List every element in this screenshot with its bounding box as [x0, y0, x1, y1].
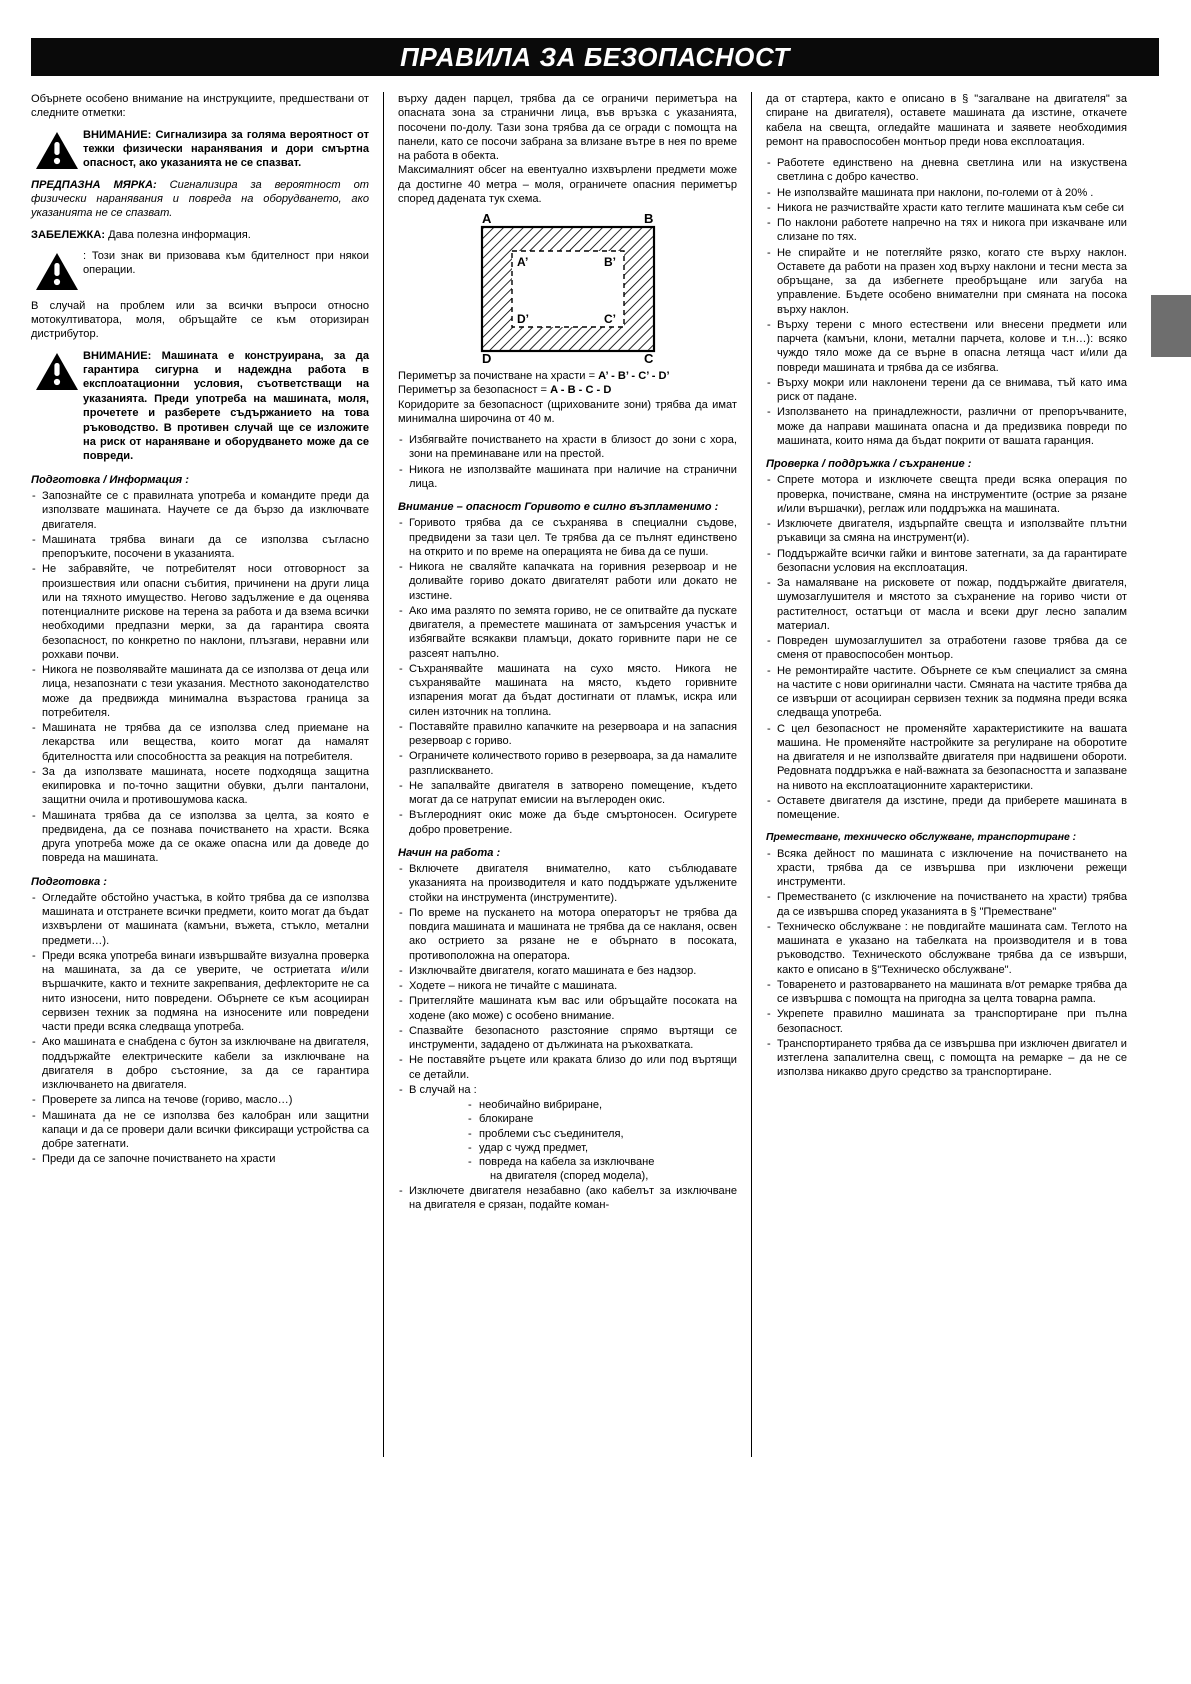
list-item: - проблеми със съединителя, — [468, 1127, 737, 1141]
note-paragraph — [31, 228, 369, 242]
warning-construction-text: ВНИМАНИЕ: Машината е конструирана, за да гарантира сигурна и надеждна работа в експлоатационни условия, съответстващи на указанията. Преди употреба на машината, моля, прочетете и разберете съдържанието на това ръководство. В противен случай ще се изложите на риск от нараняване и оборудването може да се повреди. — [83, 349, 369, 463]
list-item: - В случай на : — [398, 1083, 737, 1097]
continuation-paragraph: върху даден парцел, трябва да се ограничи периметъра на опасната зона за странични лица, във връзка с указанията, посочени по-долу. Тази зона трябва да се огради с помощта на панели, като се посочи забрана за влизане вътре в нея по време на работа в обекта. — [398, 93, 737, 162]
list-item: - Горивото трябва да се съхранява в специални съдове, предвидени за тази цел. Те трябва да се пълнят единствено на открито и по време на операцията не бива да се пуши. — [398, 516, 737, 559]
list-item: - Ходете – никога не тичайте с машината. — [398, 979, 737, 993]
distributor-paragraph: В случай на проблем или за всички въпроси относно мотокултиватора, моля, обръщайте се към оторизиран дистрибутор. — [31, 299, 369, 341]
list-item: - Машината да не се използва без калобран или защитни капаци и да се провери дали всички фиксиращи устройства са добре затегнати. — [31, 1109, 369, 1152]
caption-brush-label: Периметър за почистване на храсти = — [398, 370, 599, 382]
page-title: ПРАВИЛА ЗА БЕЗОПАСНОСТ — [400, 41, 790, 72]
page-title-banner — [31, 38, 1159, 76]
list-item: - Никога не използвайте машината при наличие на странични лица. — [398, 463, 737, 492]
svg-text:A’: A’ — [516, 255, 528, 269]
precaution-text: Сигнализира за вероятност от физически наранявания и повреда на оборудването, ако указанията не се спазват. — [31, 178, 369, 220]
list-item: - повреда на кабела за изключване — [468, 1155, 737, 1169]
list-item: - Изключете двигателя, издърпайте свещта и използвайте плътни ръкавици за смяна на инструмент(и). — [766, 517, 1127, 546]
section-heading-operation: Начин на работа : — [398, 846, 501, 859]
intro-paragraph: Обърнете особено внимание на инструкциите, предшествани от следните отметки: — [31, 93, 369, 120]
warning-triangle-icon — [31, 349, 83, 392]
list-item: - Огледайте обстойно участъка, в който трябва да се използва машината и отстранете всички предмети, които могат да бъдат изхвърлени от машината (камъни, въжета, стъкло, метални предмети…). — [31, 891, 369, 948]
list-item: - Притегляйте машината към вас или обръщайте посоката на ходене (ако може) с особено внимание. — [398, 994, 737, 1023]
list-item: - Върху мокри или наклонени терени да се внимава, тъй като има риск от падане. — [766, 376, 1127, 405]
list-item: - Поставяйте правилно капачките на резервоара и на запасния резервоар с гориво. — [398, 720, 737, 749]
warning-vigilance-text: : Този знак ви призовава към бдителност при някои операции. — [83, 249, 369, 277]
section-heading-preparation-info: Подготовка / Информация : — [31, 473, 189, 486]
list-item: - Не използвайте машината при наклони, по-големи от à 20% . — [766, 186, 1127, 200]
svg-text:C: C — [643, 351, 653, 363]
caption-brush-value: A’ - B’ - C’ - D’ — [598, 370, 670, 382]
list-item: - Спазвайте безопасното разстояние спрямо въртящи се инструменти, зададено от дължината на ръкохватката. — [398, 1024, 737, 1053]
svg-text:D’: D’ — [516, 312, 529, 326]
section-heading-fuel-danger: Внимание – опасност Горивото е силно възпламенимо : — [398, 501, 719, 513]
caption-safety-value: A - B - C - D — [550, 384, 612, 397]
list-item: - За намаляване на рисковете от пожар, поддържайте двигателя, шумозаглушителя и мястото за съхранение на гориво чисти от растителност, остатъци от масла и всеки друг лесно запалим материал. — [766, 576, 1127, 633]
list-item: - Работете единствено на дневна светлина или на изкуствена светлина с добро качество. — [766, 156, 1127, 185]
list-item-continuation: на двигателя (според модела), — [490, 1170, 649, 1183]
column-one — [31, 92, 383, 1457]
list-item: - блокиране — [468, 1112, 737, 1126]
warning-danger-text: ВНИМАНИЕ: Сигнализира за голяма вероятност от тежки физически наранявания и дори смъртна опасност, ако указанията не се спазват. — [83, 128, 369, 170]
list-item: - Използването на принадлежности, различни от препоръчваните, може да направи машината опасна и да предизвика повреди по машината, които няма да бъдат покрити от вашата гаранция. — [766, 405, 1127, 448]
svg-text:A: A — [481, 213, 491, 226]
svg-text:D: D — [481, 351, 491, 363]
svg-text:B’: B’ — [603, 255, 616, 269]
list-item: - Съхранявайте машината на сухо място. Никога не съхранявайте машината на място, където горивните изпарения могат да бъдат достигнати от пламък, искра или силен източник на топлина. — [398, 662, 737, 719]
failure-case-list — [468, 1098, 737, 1184]
caption-safety-perimeter — [398, 383, 737, 397]
list-item: - Ако има разлято по земята гориво, не се опитвайте да пускате двигателя, а преместете машината от замърсения участък и избягвайте всякакви пламъци, докато горивните пари не се разсеят напълно. — [398, 604, 737, 661]
content-columns — [31, 92, 1159, 1457]
range-paragraph: Максималният обсег на евентуално изхвърлени предмети може да достигне 40 метра – моля, ограничете опасния периметър според дадената тук схема. — [398, 164, 737, 205]
note-label: ЗАБЕЛЕЖКА: — [31, 228, 106, 241]
list-item: - Проверете за липса на течове (гориво, масло…) — [31, 1093, 369, 1107]
list-item: - Всяка дейност по машината с изключение на почистването на храсти, трябва да се извършва при изключени режещи инструменти. — [766, 847, 1127, 890]
list-item: - Повреден шумозаглушител за отработени газове трябва да се сменя от правоспособен монтьор. — [766, 634, 1127, 663]
svg-text:C’: C’ — [603, 312, 616, 326]
section-heading-preparation: Подготовка : — [31, 875, 107, 888]
list-item: - Машината не трябва да се използва след приемане на лекарства или вещества, които могат да намалят бдителността или способността за реакция на потребителя. — [31, 721, 369, 764]
list-item: - Не спирайте и не потегляйте рязко, когато сте върху наклон. Оставете да работи на празен ход върху наклони и тесни места за обръщане, за да избегнете преобръщане или загуба на управление. Бъдете особено внимателни при смяната на посока върху наклон. — [766, 246, 1127, 317]
list-item: - Поддържайте всички гайки и винтове затегнати, за да гарантирате безопасни условия на експлоатация. — [766, 547, 1127, 576]
list-item: - Не поставяйте ръцете или краката близо до или под въртящи се детайли. — [398, 1053, 737, 1082]
list-item: - Укрепете правилно машината за транспортиране при пълна безопасност. — [766, 1007, 1127, 1036]
list-item: - Не забравяйте, че потребителят носи отговорност за произшествия или опасни събития, причинени на други лица или на тяхното имущество. Негово задължение е да оценява потенциалните рискове на терена за работа и да взема всички необходими предпазни мерки, за да гарантира своята безопасност, по конкретно по наклони, плъзгави, неравни или рохкави почви. — [31, 562, 369, 662]
precaution-label: ПРЕДПАЗНА МЯРКА: — [31, 178, 157, 191]
warning-block-vigilance — [31, 249, 369, 292]
list-item: - Машината трябва да се използва за целта, за която е предвидена, да се познава почистването на храсти. Всяка друга употреба може да се окаже опасна или да доведе до повреда на машината. — [31, 809, 369, 866]
caption-corridor-note: Коридорите за безопасност (щрихованите зони) трябва да имат минимална широчина от 40 м. — [398, 398, 737, 425]
list-item: - Не ремонтирайте частите. Обърнете се към специалист за смяна на частите с нови оригинални части. Смяната на частите трябва да се извърши от асоцииран сервизен техник за подмяна преди всяка следваща употреба. — [766, 664, 1127, 721]
warning-block-construction — [31, 349, 369, 464]
list-item: - Товаренето и разтоварването на машината в/от ремарке трябва да се извършва с помощта на пригодна за целта товарна рампа. — [766, 978, 1127, 1007]
list-item: - Ограничете количеството гориво в резервоара, за да намалите разплискването. — [398, 749, 737, 778]
list-item: - С цел безопасност не променяйте характеристиките на вашата машина. Не променяйте настройките за регулиране на оборотите на двигателя и не използвайте двигателя при надвишени обороти. Редовната поддръжка е най-важната за безопасността и запазване на нивото на експлоатационните характеристики. — [766, 722, 1127, 793]
list-item: - Не запалвайте двигателя в затворено помещение, където могат да се натрупат емисии на въглероден окис. — [398, 779, 737, 808]
list-item: - По наклони работете напречно на тях и никога при изкачване или слизане по тях. — [766, 216, 1127, 245]
list-item: - По време на пускането на мотора операторът не трябва да повдига машината и машината не трябва да се накланя, освен ако острието за рязане не е обърнато в посоката, противоположна на оператора. — [398, 906, 737, 963]
list-item: - Преместването (с изключение на почистването на храсти) трябва да се извършва според указанията в § "Преместване" — [766, 890, 1127, 919]
safety-perimeter-diagram — [398, 213, 737, 363]
list-item: - Преди всяка употреба винаги извършвайте визуална проверка на машината, за да се уверите, че остриетата и/или вършачките, както и техните закрепвания, дефлекторите не са нито износени, нито повредени. Обърнете се към асоцииран сервизен техник за подмяна на износените или повредени части преди всяка следваща употреба. — [31, 949, 369, 1035]
list-item: - Запознайте се с правилната употреба и командите преди да използвате машината. Научете се да бързо да изключвате двигателя. — [31, 489, 369, 532]
column-two — [383, 92, 751, 1457]
section-heading-maintenance: Проверка / поддръжка / съхранение : — [766, 458, 972, 470]
note-text: Дава полезна информация. — [105, 228, 251, 241]
list-item: - Включете двигателя внимателно, като съблюдавате указанията на производителя и като поддържате удължените стойки на инструмента (инструментите). — [398, 862, 737, 905]
warning-triangle-icon — [31, 249, 83, 292]
list-item: - Върху терени с много естествени или внесени предмети или парчета (камъни, клони, метални парчета, колове и т.н…): всяко чуждо тяло може да се върне в опасна летяща част и/или да повреди машината и трябва да се избягва. — [766, 318, 1127, 375]
caption-safety-label: Периметър за безопасност = — [398, 384, 551, 397]
list-item: - За да използвате машината, носете подходяща защитна екипировка и по-точно защитни обувки, дълги панталони, защитни очила и противошумова каска. — [31, 765, 369, 808]
list-item: - Машината трябва винаги да се използва съгласно препоръките, посочени в указанията. — [31, 533, 369, 562]
list-item: - Преди да се започне почистването на храсти — [31, 1152, 369, 1166]
caption-brush-perimeter — [398, 369, 737, 383]
list-item: - Изключете двигателя незабавно (ако кабелът за изключване на двигателя е срязан, подайте коман- — [398, 1184, 737, 1213]
list-item: - Никога не разчиствайте храсти като теглите машината към себе си — [766, 201, 1127, 215]
list-item: - удар с чужд предмет, — [468, 1141, 737, 1155]
section-heading-transport: Преместване, техническо обслужване, транспортиране : — [766, 832, 1077, 844]
precaution-paragraph — [31, 178, 369, 221]
list-item: - Техническо обслужване : не повдигайте машината сам. Теглото на машината е указано на табелката на производителя и в това ръководство. Техническото обслужване трябва да се извърши, както е описано в §"Техническо обслужване". — [766, 920, 1127, 977]
continuation-paragraph: да от стартера, както е описано в § "загалване на двигателя" за спиране на двигателя), оставете машината да изстине, откачете кабела на свещта, огледайте машината и заявете необходимия ремонт на правоспособен монтьор преди нова експлоатация. — [766, 93, 1127, 148]
list-item: - Транспортирането трябва да се извършва при изключен двигател и изтеглена запалителна свещ, с помощта на ремарке – да не се използва никакво друго средство за транспортиране. — [766, 1037, 1127, 1080]
list-item: - Въглеродният окис може да бъде смъртоносен. Осигурете добро проветрение. — [398, 808, 737, 837]
warning-triangle-icon — [31, 128, 83, 171]
list-item: - Спрете мотора и изключете свещта преди всяка операция по проверка, почистване, смяна на инструментите (острие за рязане и/или вършачки), реглаж или поддръжка на машината. — [766, 473, 1127, 516]
warning-block-danger — [31, 128, 369, 171]
list-item: - необичайно вибриране, — [468, 1098, 737, 1112]
list-item: - Избягвайте почистването на храсти в близост до зони с хора, зони на преминаване или на престой. — [398, 433, 737, 462]
list-item: - Никога не сваляйте капачката на горивния резервоар и не доливайте гориво докато двигателят работи или докато не изстине. — [398, 560, 737, 603]
list-item: - Оставете двигателя да изстине, преди да приберете машината в помещение. — [766, 794, 1127, 823]
list-item: - Никога не позволявайте машината да се използва от деца или лица, незапознати с тези указания. Местното законодателство може да предвижда минимална възрастова граница за потребителя. — [31, 663, 369, 720]
list-item: - Изключвайте двигателя, когато машината е без надзор. — [398, 964, 737, 978]
list-item: - Ако машината е снабдена с бутон за изключване на двигателя, поддържайте електрическите кабели за изключване на двигателя в добро състояние, за да се гарантира изключването на двигателя. — [31, 1035, 369, 1092]
svg-text:B: B — [643, 213, 653, 226]
column-three — [751, 92, 1127, 1457]
